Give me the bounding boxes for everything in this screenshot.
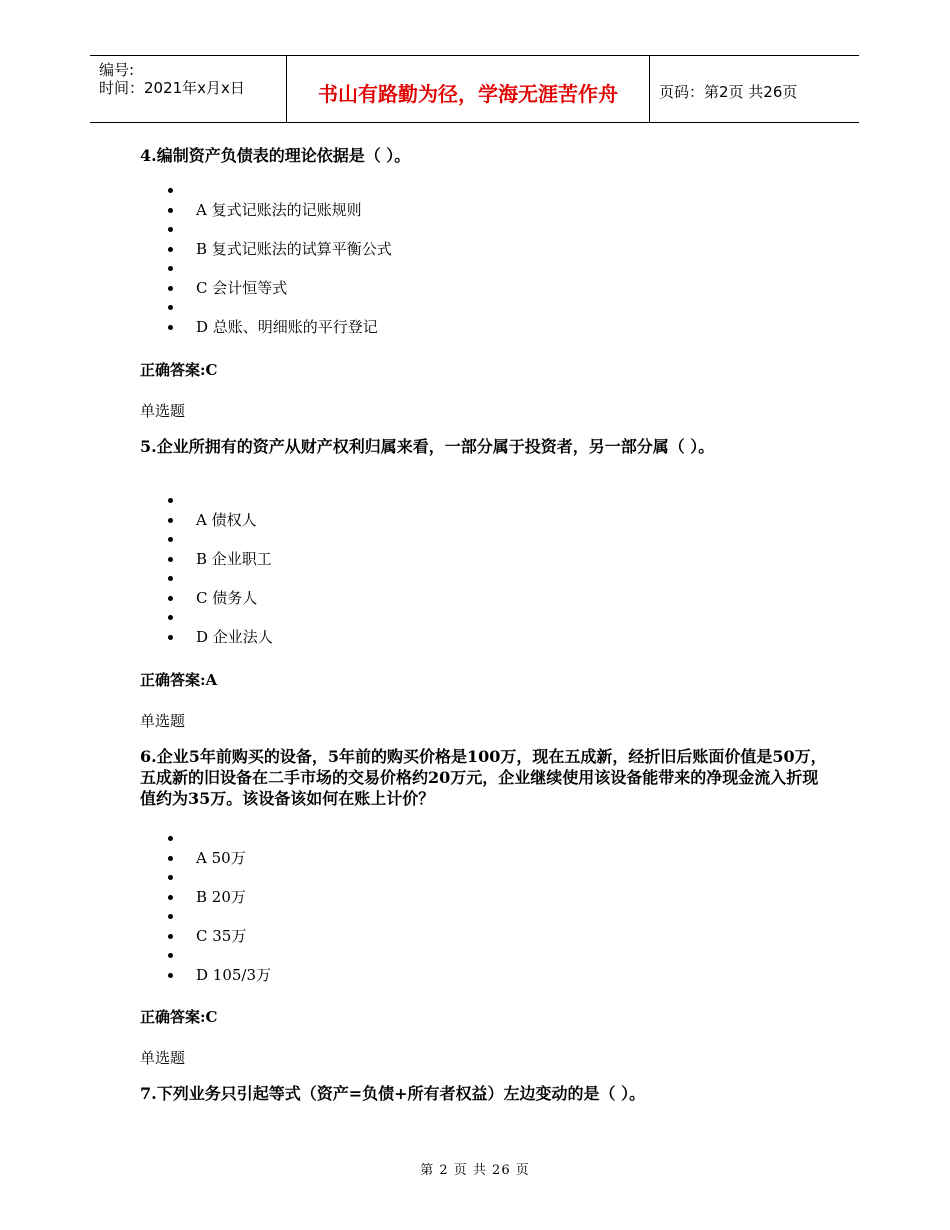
number-label: 编号: [99, 61, 135, 79]
bullet-icon [168, 498, 173, 503]
bullet-icon [168, 325, 173, 330]
page-footer: 第 2 页 共 26 页 [420, 1163, 530, 1178]
bullet-icon [168, 208, 173, 213]
correct-answer: 正确答案:A [140, 671, 218, 689]
question-title: 6.企业5年前购买的设备，5年前的购买价格是100万，现在五成新，经折旧后账面价值是50万， 五成新的旧设备在二手市场的交易价格约20万元，企业继续使用该设备能带来的净现金流入折现值约为35万。该设备该如何在账上计价？ [140, 747, 827, 808]
question-type: 单选题 [140, 712, 186, 730]
bullet-icon [168, 557, 173, 562]
question-title: 4.编制资产负债表的理论依据是（ ）。 [140, 146, 411, 165]
question-type: 单选题 [140, 402, 186, 420]
motto: 书山有路勤为径，学海无涯苦作舟 [318, 82, 618, 106]
question-type: 单选题 [140, 1049, 186, 1067]
bullet-icon [168, 934, 173, 939]
question-title: 5.企业所拥有的资产从财产权利归属来看，一部分属于投资者，另一部分属（ ）。 [140, 437, 715, 456]
header-page-cell [650, 56, 859, 122]
bullet-icon [168, 635, 173, 640]
page-info: 页码：第2页 共26页 [659, 83, 798, 101]
bullet-icon [168, 227, 173, 232]
question-title: 7.下列业务只引起等式（资产=负债+所有者权益）左边变动的是（ ）。 [140, 1084, 646, 1103]
bullet-icon [168, 836, 173, 841]
bullet-icon [168, 305, 173, 310]
bullet-icon [168, 973, 173, 978]
correct-answer: 正确答案:C [140, 361, 218, 379]
time-label: 时间：2021年x月x日 [99, 79, 245, 97]
bullet-icon [168, 895, 173, 900]
header-meta-cell [90, 56, 287, 122]
header-motto-cell [287, 56, 650, 122]
bullet-icon [168, 596, 173, 601]
bullet-icon [168, 856, 173, 861]
bullet-icon [168, 537, 173, 542]
bullet-icon [168, 914, 173, 919]
bullet-icon [168, 518, 173, 523]
bullet-icon [168, 188, 173, 193]
bullet-icon [168, 576, 173, 581]
bullet-icon [168, 286, 173, 291]
bullet-icon [168, 875, 173, 880]
bullet-icon [168, 615, 173, 620]
bullet-icon [168, 247, 173, 252]
page-header [90, 55, 859, 123]
bullet-icon [168, 266, 173, 271]
bullet-icon [168, 953, 173, 958]
correct-answer: 正确答案:C [140, 1008, 218, 1026]
